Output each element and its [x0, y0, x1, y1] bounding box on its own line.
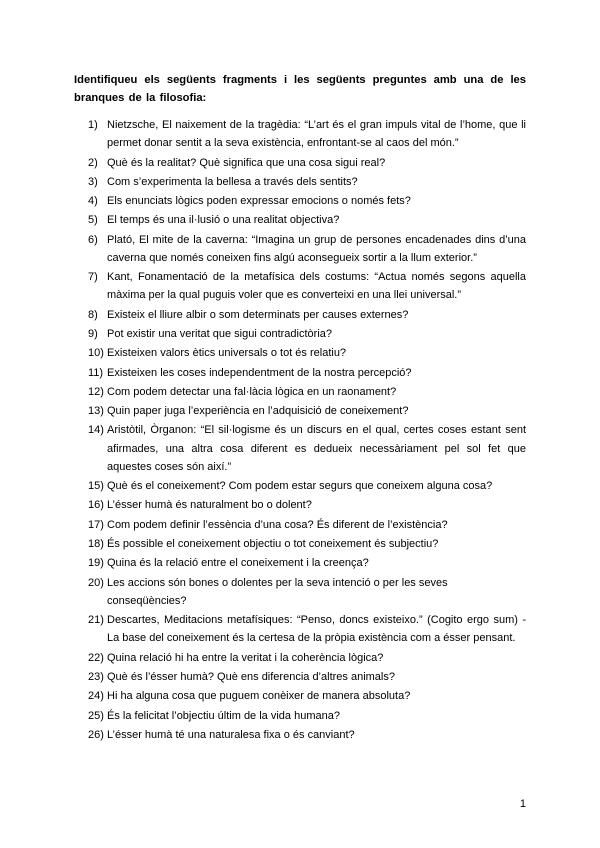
item-number: 17) — [88, 518, 104, 531]
item-number: 23) — [88, 670, 104, 683]
item-number: 7) — [88, 271, 98, 284]
list-item — [74, 574, 526, 610]
item-number: 2) — [88, 156, 98, 169]
list-item — [74, 173, 526, 191]
item-text: Pot existir una veritat que sigui contradictòria? — [107, 327, 333, 340]
list-item — [74, 268, 526, 304]
list-item — [74, 726, 526, 744]
item-number: 25) — [88, 709, 104, 722]
item-text: Com s’experimenta la bellesa a través dels sentits? — [107, 175, 358, 188]
item-number: 1) — [88, 119, 98, 131]
instructions-heading: Identifiqueu els següents fragments i les següents preguntes amb una de les branques de la filosofia: — [74, 74, 526, 104]
list-item — [74, 554, 526, 572]
item-text: Les accions són bones o dolentes per la seva intenció o per les seves conseqüències? — [107, 576, 448, 607]
item-number: 18) — [88, 538, 104, 551]
list-item — [74, 611, 526, 647]
item-text: Què és el coneixement? Com podem estar segurs que coneixem alguna cosa? — [107, 480, 493, 493]
item-number: 14) — [88, 424, 104, 437]
list-item — [74, 231, 526, 267]
item-number: 10) — [88, 347, 104, 360]
list-item — [74, 649, 526, 667]
item-text: Plató, El mite de la caverna: “Imagina un grup de persones encadenades dins d’una caverna que només coneixen fins algú aconsegueix sortir a la llum exterior.” — [107, 233, 526, 264]
list-item — [74, 535, 526, 553]
list-item — [74, 306, 526, 324]
item-number: 9) — [88, 327, 98, 340]
item-number: 16) — [88, 499, 104, 512]
item-text: És la felicitat l’objectiu últim de la vida humana? — [107, 709, 340, 722]
list-item — [74, 516, 526, 534]
item-text: Els enunciats lògics poden expressar emocions o només fets? — [107, 195, 411, 208]
item-number: 3) — [88, 175, 98, 188]
item-text: Existeixen les coses independentment de la nostra percepció? — [107, 366, 412, 379]
item-number: 26) — [88, 728, 104, 741]
item-number: 22) — [88, 651, 104, 664]
item-number: 8) — [88, 308, 98, 321]
list-item — [74, 116, 526, 152]
item-number: 13) — [88, 405, 104, 418]
item-number: 6) — [88, 233, 98, 246]
list-item — [74, 192, 526, 210]
item-text: Quina és la relació entre el coneixement i la creença? — [107, 557, 369, 570]
list-item — [74, 344, 526, 362]
list-item — [74, 477, 526, 495]
item-number: 21) — [88, 614, 104, 627]
item-text: Quin paper juga l’experiència en l’adquisició de coneixement? — [107, 405, 409, 418]
list-item — [74, 402, 526, 420]
item-number: 24) — [88, 690, 104, 703]
item-text: És possible el coneixement objectiu o tot coneixement és subjectiu? — [107, 538, 439, 551]
list-item — [74, 364, 526, 382]
list-item — [74, 687, 526, 705]
item-text: Què és l’ésser humà? Què ens diferencia d’altres animals? — [107, 670, 395, 683]
question-list — [74, 116, 526, 745]
item-number: 19) — [88, 557, 104, 570]
item-text: Com podem detectar una fal·làcia lògica en un raonament? — [107, 385, 397, 398]
item-text: Aristòtil, Òrganon: “El sil·logisme és un discurs en el qual, certes coses estant sent afirmades, una altra cosa diferent es dedueix necessàriament pel sol fet que aquestes coses són així.” — [107, 424, 526, 473]
item-number: 5) — [88, 214, 98, 227]
item-number: 20) — [88, 576, 104, 589]
item-text: Existeixen valors ètics universals o tot és relatiu? — [107, 347, 347, 360]
item-text: Descartes, Meditacions metafísiques: “Penso, doncs existeixo.” (Cogito ergo sum) - La base del coneixement és la certesa de la pròpia existència com a ésser pensant. — [107, 614, 526, 645]
item-text: Com podem definir l’essència d’una cosa? És diferent de l’existència? — [107, 518, 448, 531]
item-text: Kant, Fonamentació de la metafísica dels costums: “Actua només segons aquella màxima per la qual puguis voler que es converteixi en una llei universal.” — [107, 271, 526, 302]
item-text: L’ésser humà és naturalment bo o dolent? — [107, 499, 312, 512]
list-item — [74, 325, 526, 343]
item-text: Hi ha alguna cosa que puguem conèixer de manera absoluta? — [107, 690, 411, 703]
item-number: 12) — [88, 385, 104, 398]
list-item — [74, 707, 526, 725]
item-number: 11) — [88, 366, 104, 379]
item-number: 4) — [88, 195, 98, 208]
item-text: L’ésser humà té una naturalesa fixa o és canviant? — [107, 728, 355, 741]
list-item — [74, 496, 526, 514]
list-item — [74, 383, 526, 401]
item-number: 15) — [88, 480, 104, 493]
page-number: 1 — [519, 798, 526, 810]
list-item — [74, 154, 526, 172]
list-item — [74, 668, 526, 686]
item-text: Què és la realitat? Què significa que una cosa sigui real? — [107, 156, 386, 169]
item-text: Existeix el lliure albir o som determinats per causes externes? — [107, 308, 409, 321]
item-text: El temps és una il·lusió o una realitat objectiva? — [107, 214, 340, 227]
item-text: Quina relació hi ha entre la veritat i la coherència lògica? — [107, 651, 384, 664]
list-item — [74, 211, 526, 229]
list-item — [74, 421, 526, 476]
item-text: Nietzsche, El naixement de la tragèdia: “L’art és el gran impuls vital de l’home, que li permet donar sentit a la seva existència, enfrontant-se al caos del món.” — [107, 119, 526, 150]
